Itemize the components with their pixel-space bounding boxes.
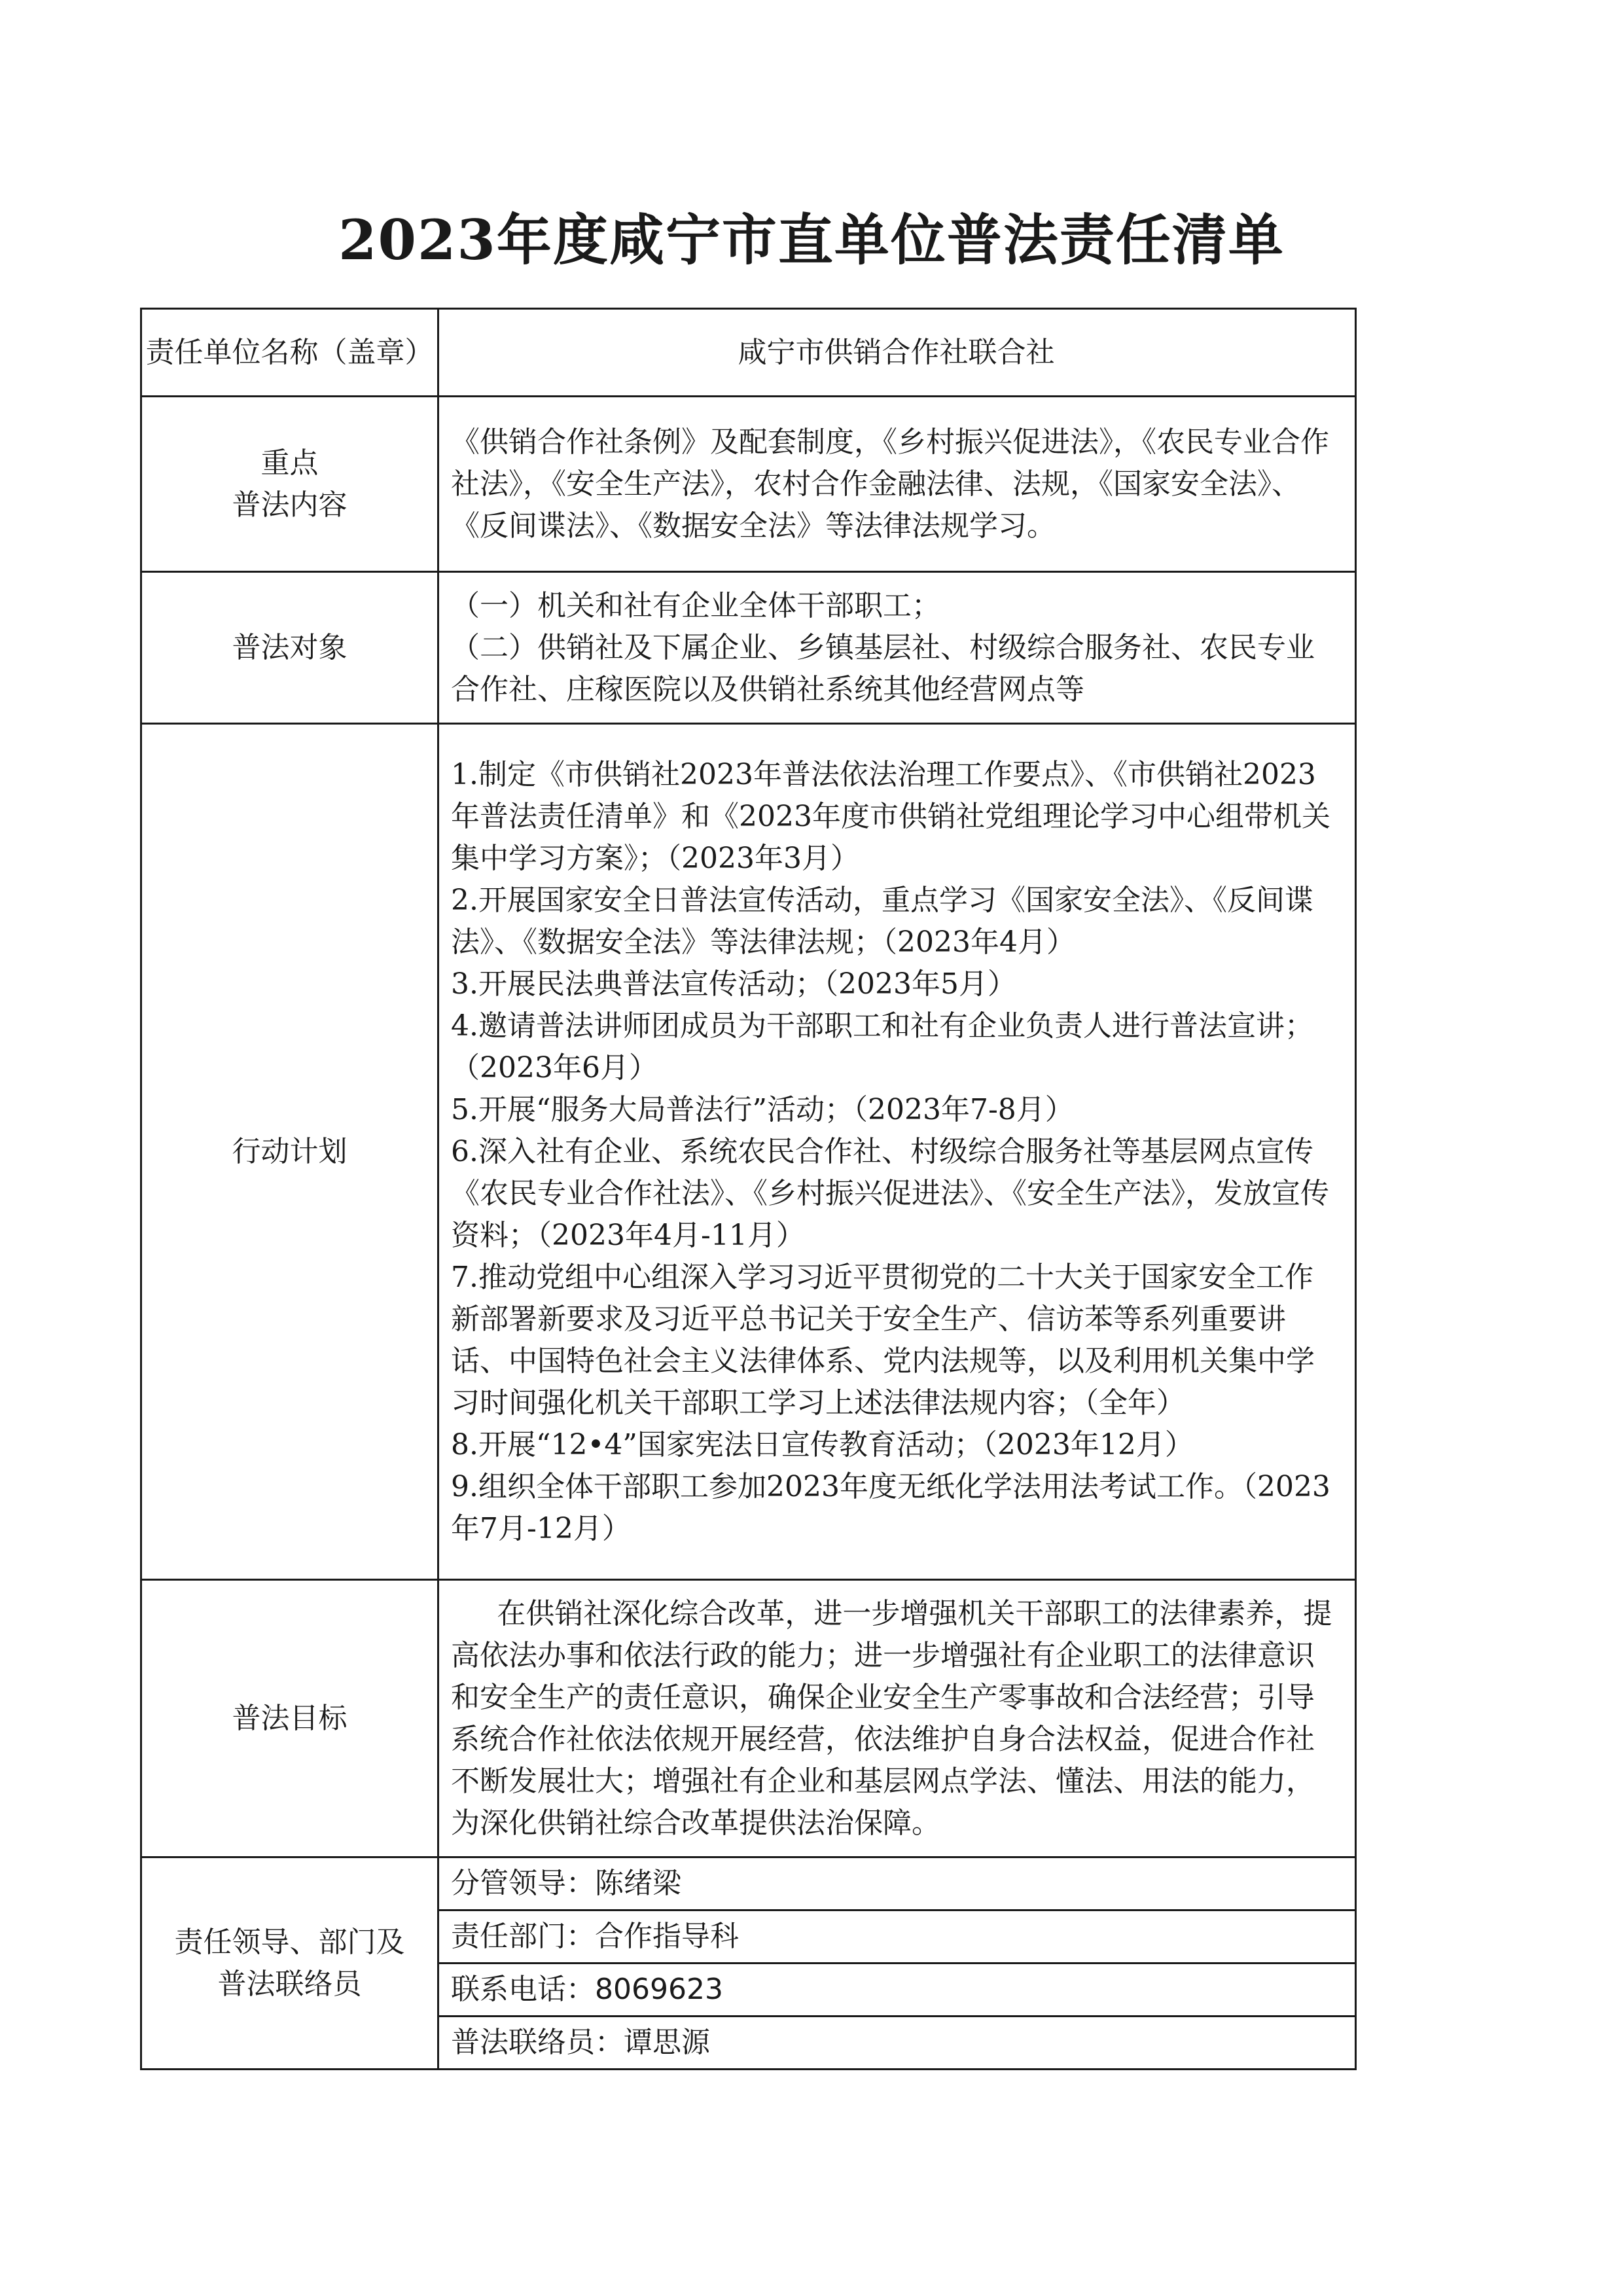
goal-label-cell	[141, 1580, 438, 1857]
goal-value-cell	[438, 1580, 1356, 1857]
content-value-cell	[438, 397, 1356, 572]
plan-item-3: 3.开展民法典普法宣传活动；（2023年5月）	[451, 967, 1016, 1001]
plan-item-1: 1.制定《市供销社2023年普法依法治理工作要点》、《市供销社2023年普法责任清单》和《2023年度市供销社党组理论学习中心组带机关集中学习方案》；（2023年3月）	[451, 757, 1330, 875]
contact-leader: 分管领导：陈绪梁	[439, 1858, 1355, 1911]
goal-label: 普法目标	[232, 1701, 348, 1735]
unit-value: 咸宁市供销合作社联合社	[738, 335, 1055, 369]
contacts-label-line2: 普法联络员	[217, 1967, 362, 2001]
contacts-value-cell	[438, 1857, 1356, 2070]
plan-item-4: 4.邀请普法讲师团成员为干部职工和社有企业负责人进行普法宣讲；（2023年6月）	[451, 1009, 1313, 1085]
plan-label-cell	[141, 724, 438, 1580]
plan-item-9: 9.组织全体干部职工参加2023年度无纸化学法用法考试工作。（2023年7月-12月）	[451, 1469, 1330, 1545]
target-value-cell	[438, 572, 1356, 724]
plan-item-7: 7.推动党组中心组深入学习习近平贯彻党的二十大关于国家安全工作新部署新要求及习近平总书记关于安全生产、信访苯等系列重要讲话、中国特色社会主义法律体系、党内法规等，以及利用机关集中学习时间强化机关干部职工学习上述法律法规内容；（全年）	[451, 1260, 1315, 1420]
content-value: 《供销合作社条例》及配套制度，《乡村振兴促进法》，《农民专业合作社法》，《安全生产法》，农村合作金融法律、法规，《国家安全法》、《反间谍法》、《数据安全法》等法律法规学习。	[451, 425, 1329, 543]
table-row-plan	[141, 724, 1356, 1580]
content-label-line1: 重点	[260, 446, 319, 480]
target-item-1: （一）机关和社有企业全体干部职工；	[451, 588, 940, 622]
content-label-cell	[141, 397, 438, 572]
unit-label-cell	[141, 309, 438, 397]
table-row-unit	[141, 309, 1356, 397]
target-label-cell	[141, 572, 438, 724]
contact-department: 责任部门：合作指导科	[439, 1911, 1355, 1964]
contact-phone: 联系电话：8069623	[439, 1964, 1355, 2017]
contact-liaison: 普法联络员：谭思源	[451, 2026, 710, 2059]
page-title: 2023年度咸宁市直单位普法责任清单	[338, 207, 1285, 272]
plan-item-2: 2.开展国家安全日普法宣传活动，重点学习《国家安全法》、《反间谍法》、《数据安全法》等法律法规；（2023年4月）	[451, 883, 1313, 959]
goal-value: 在供销社深化综合改革，进一步增强机关干部职工的法律素养，提高依法办事和依法行政的能力；进一步增强社有企业职工的法律意识和安全生产的责任意识，确保企业安全生产零事故和合法经营；引导系统合作社依法依规开展经营，依法维护自身合法权益，促进合作社不断发展壮大；增强社有企业和基层网点学法、懂法、用法的能力，为深化供销社综合改革提供法治保障。	[451, 1596, 1332, 1840]
plan-value-cell	[438, 724, 1356, 1580]
responsibility-table	[140, 308, 1357, 2070]
contacts-label-line1: 责任领导、部门及	[174, 1925, 405, 1959]
contacts-label-cell	[141, 1857, 438, 2070]
unit-value-cell	[438, 309, 1356, 397]
unit-label: 责任单位名称（盖章）	[145, 335, 434, 369]
plan-label: 行动计划	[232, 1134, 348, 1168]
plan-item-8: 8.开展“12•4”国家宪法日宣传教育活动；（2023年12月）	[451, 1427, 1194, 1462]
table-row-content	[141, 397, 1356, 572]
table-row-goal	[141, 1580, 1356, 1857]
plan-item-5: 5.开展“服务大局普法行”活动；（2023年7-8月）	[451, 1092, 1074, 1126]
content-label-line2: 普法内容	[232, 488, 348, 522]
table-row-contacts	[141, 1857, 1356, 2070]
table-row-target	[141, 572, 1356, 724]
target-item-2: （二）供销社及下属企业、乡镇基层社、村级综合服务社、农民专业合作社、庄稼医院以及供销社系统其他经营网点等	[451, 630, 1315, 706]
plan-item-6: 6.深入社有企业、系统农民合作社、村级综合服务社等基层网点宣传《农民专业合作社法》、《乡村振兴促进法》、《安全生产法》，发放宣传资料；（2023年4月-11月）	[451, 1134, 1329, 1252]
target-label: 普法对象	[232, 630, 348, 664]
